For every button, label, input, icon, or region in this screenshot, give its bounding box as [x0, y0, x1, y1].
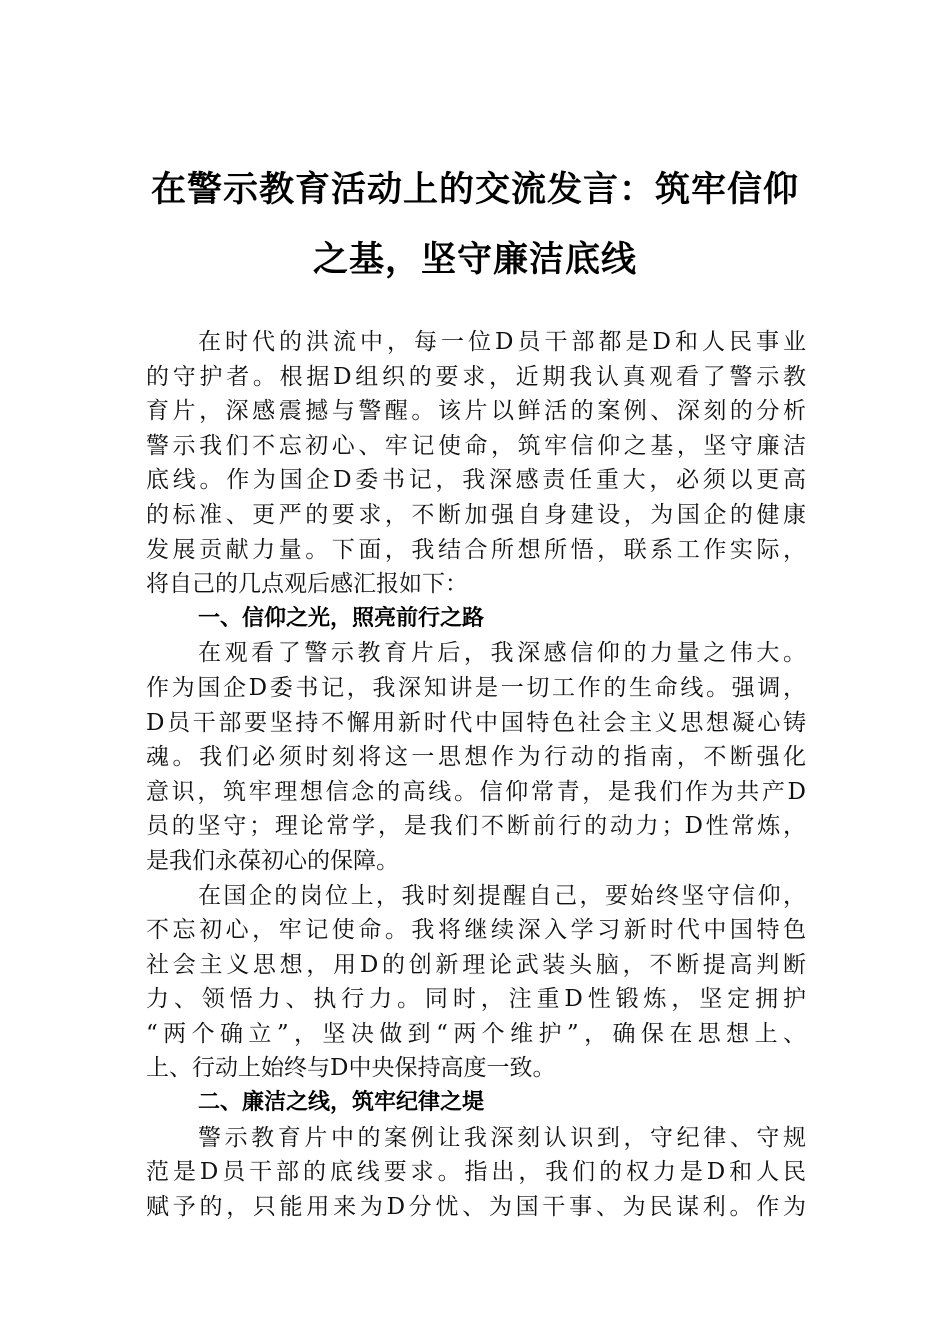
text-line: 是我们永葆初心的保障。	[146, 847, 399, 874]
text-line: 在国企的岗位上，我时刻提醒自己，要始终坚守信仰，	[198, 882, 806, 909]
text-line: 不忘初心，牢记使命。我将继续深入学习新时代中国特色	[146, 917, 806, 944]
document-body	[146, 325, 806, 1224]
text-line: 的守护者。根据D组织的要求，近期我认真观看了警示教	[146, 363, 806, 390]
text-line: 在时代的洪流中，每一位D员干部都是D和人民事业	[198, 329, 806, 355]
text-line: 育片，深感震撼与警醒。该片以鲜活的案例、深刻的分析	[146, 398, 806, 425]
text-line: 上、行动上始终与D中央保持高度一致。	[146, 1055, 556, 1082]
text-line: 力、领悟力、执行力。同时，注重D性锻炼，坚定拥护	[146, 986, 806, 1013]
text-line: 发展贡献力量。下面，我结合所想所悟，联系工作实际，	[146, 536, 806, 563]
text-line: 员的坚守；理论常学，是我们不断前行的动力；D性常炼，	[146, 813, 806, 840]
paragraph-faith	[146, 636, 806, 878]
text-line: “两个确立”，坚决做到“两个维护”，确保在思想上、	[146, 1020, 806, 1047]
text-line: 赋予的，只能用来为D分忧、为国干事、为民谋利。作为	[146, 1193, 806, 1220]
section-heading-2: 二、廉洁之线，筑牢纪律之堤	[198, 1090, 485, 1116]
text-line: 范是D员干部的底线要求。指出，我们的权力是D和人民	[146, 1159, 806, 1186]
text-line: 意识，筑牢理想信念的高线。信仰常青，是我们作为共产D	[146, 778, 806, 805]
text-line: 在观看了警示教育片后，我深感信仰的力量之伟大。	[198, 640, 806, 667]
text-line: 将自己的几点观后感汇报如下：	[146, 571, 468, 598]
text-line: 作为国企D委书记，我深知讲是一切工作的生命线。强调，	[146, 674, 806, 701]
paragraph-post	[146, 879, 806, 1087]
text-line: 警示我们不忘初心、牢记使命，筑牢信仰之基，坚守廉洁	[146, 432, 806, 459]
text-line: D员干部要坚持不懈用新时代中国特色社会主义思想凝心铸	[146, 709, 806, 736]
text-line: 魂。我们必须时刻将这一思想作为行动的指南，不断强化	[146, 744, 806, 771]
document-title-line-1: 在警示教育活动上的交流发言：筑牢信仰	[150, 169, 799, 210]
text-line: 社会主义思想，用D的创新理论武装头脑，不断提高判断	[146, 951, 806, 978]
text-line: 的标准、更严的要求，不断加强自身建设，为国企的健康	[146, 501, 806, 528]
paragraph-intro	[146, 325, 806, 602]
text-line: 警示教育片中的案例让我深刻认识到，守纪律、守规	[198, 1124, 806, 1151]
paragraph-discipline	[146, 1121, 806, 1225]
section-heading-1: 一、信仰之光，照亮前行之路	[198, 605, 485, 631]
text-line: 底线。作为国企D委书记，我深感责任重大，必须以更高	[146, 467, 806, 494]
document-title-line-2: 之基，坚守廉洁底线	[312, 239, 637, 280]
